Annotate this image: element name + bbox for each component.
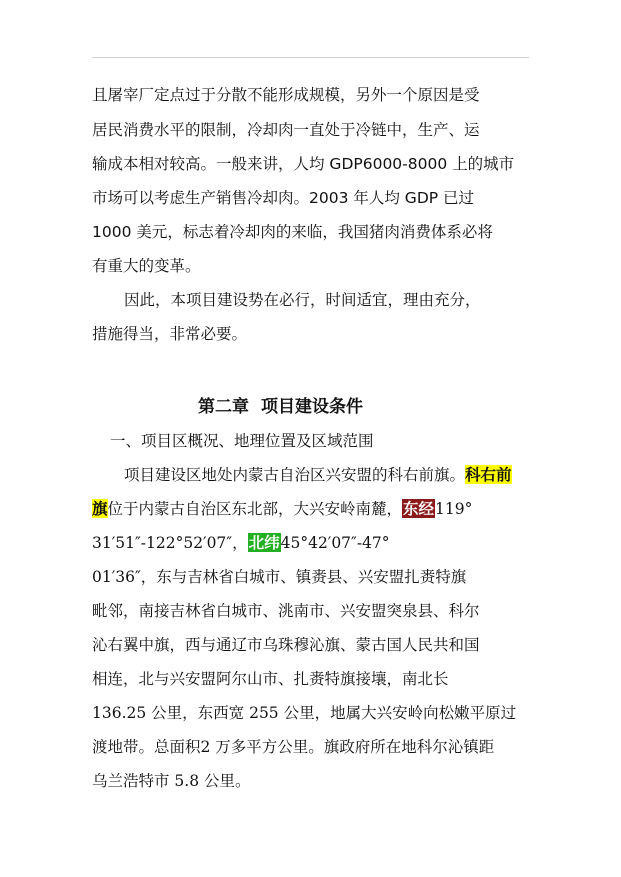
paragraph-line: 居民消费水平的限制，冷却肉一直处于冷链中，生产、运 bbox=[92, 121, 480, 139]
paragraph-line: 乌兰浩特市 5.8 公里。 bbox=[92, 772, 251, 790]
header-rule bbox=[92, 57, 529, 58]
location-text: 位于内蒙古自治区东北部，大兴安岭南麓， bbox=[107, 500, 403, 518]
paragraph-line: 因此，本项目建设势在必行，时间适宜，理由充分， bbox=[124, 291, 481, 309]
paragraph-line: 沁右翼中旗，西与通辽市乌珠穆沁旗、蒙古国人民共和国 bbox=[92, 636, 480, 654]
paragraph-line: 输成本相对较高。一般来讲，人均 GDP6000-8000 上的城市 bbox=[92, 155, 515, 173]
paragraph-line bbox=[92, 533, 390, 553]
location-intro: 项目建设区地处内蒙古自治区兴安盟的科右前旗。 bbox=[124, 466, 466, 484]
highlight-yellow: 科右前 bbox=[465, 465, 512, 484]
paragraph-line bbox=[92, 499, 472, 519]
paragraph-line: 136.25 公里，东西宽 255 公里，地属大兴安岭向松嫩平原过 bbox=[92, 704, 517, 722]
paragraph-line: 1000 美元，标志着冷却肉的来临，我国猪肉消费体系必将 bbox=[92, 223, 493, 241]
chapter-title bbox=[198, 397, 363, 417]
highlight-red-longitude-label: 东经 bbox=[403, 499, 435, 518]
paragraph-line: 有重大的变革。 bbox=[92, 257, 201, 275]
paragraph-line: 毗邻，南接吉林省白城市、洮南市、兴安盟突泉县、科尔 bbox=[92, 602, 480, 620]
section-heading: 一、项目区概况、地理位置及区域范围 bbox=[110, 432, 374, 450]
paragraph-line bbox=[124, 465, 512, 485]
paragraph-line: 措施得当，非常必要。 bbox=[92, 325, 248, 343]
chapter-number: 第二章 bbox=[198, 397, 249, 417]
longitude-range: 31′51″-122°52′07″， bbox=[92, 534, 248, 552]
longitude-start: 119° bbox=[435, 500, 473, 518]
paragraph-line: 渡地带。总面积2 万多平方公里。旗政府所在地科尔沁镇距 bbox=[92, 738, 495, 756]
highlight-yellow: 旗 bbox=[92, 499, 108, 518]
chapter-name: 项目建设条件 bbox=[261, 397, 363, 417]
paragraph-line: 01′36″，东与吉林省白城市、镇赉县、兴安盟扎赉特旗 bbox=[92, 568, 467, 586]
paragraph-line: 相连，北与兴安盟阿尔山市、扎赉特旗接壤，南北长 bbox=[92, 670, 449, 688]
latitude-range: 45°42′07″-47° bbox=[280, 534, 390, 552]
paragraph-line: 市场可以考虑生产销售冷却肉。2003 年人均 GDP 已过 bbox=[92, 189, 475, 207]
highlight-green-latitude-label: 北纬 bbox=[248, 533, 280, 552]
paragraph-line: 且屠宰厂定点过于分散不能形成规模，另外一个原因是受 bbox=[92, 86, 480, 104]
